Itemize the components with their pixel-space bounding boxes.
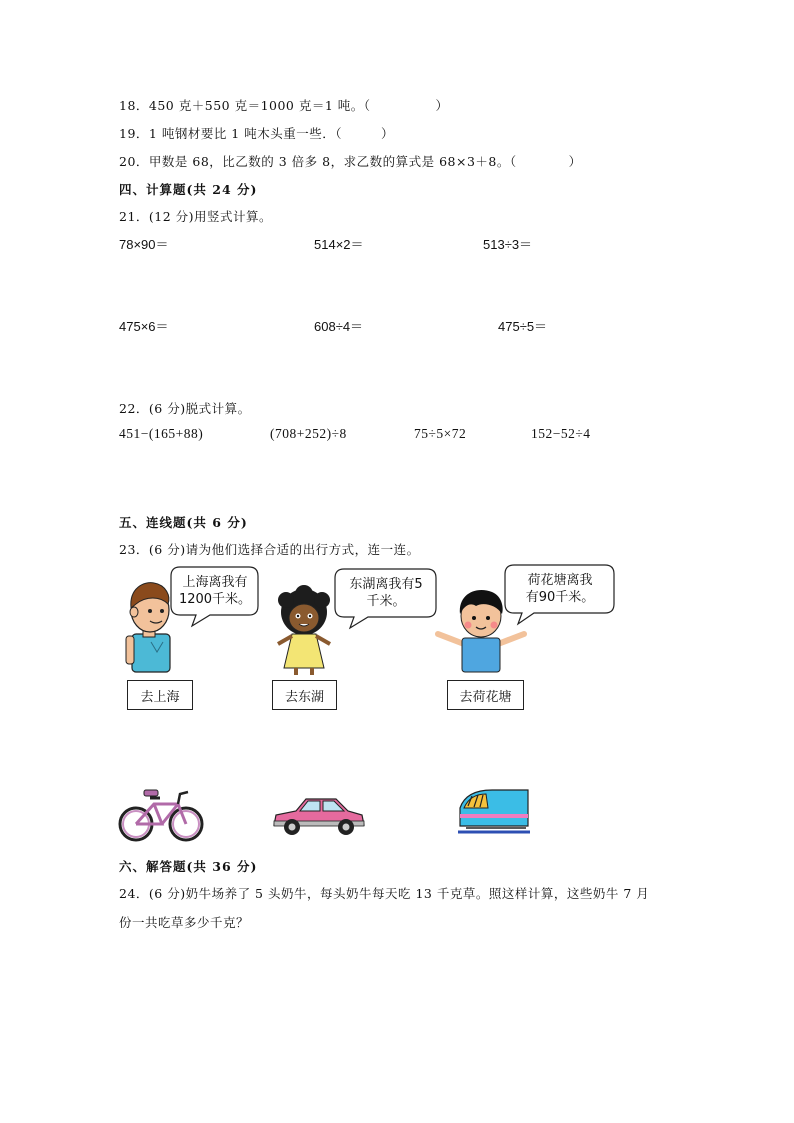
- question-18: 18．450 克＋550 克＝1000 克＝1 吨。（ ）: [119, 98, 449, 113]
- bicycle-icon: [118, 788, 204, 842]
- calc-item: 475×6＝: [119, 319, 169, 334]
- bubble-1-line2: 1200千米。: [178, 592, 252, 607]
- bubble-2-text: [338, 576, 434, 610]
- question-24-line1: 24．(6 分)奶牛场养了 5 头奶牛，每头奶牛每天吃 13 千克草。照这样计算，这些奶牛 7 月: [119, 886, 650, 901]
- bubble-2-line1: 东湖离我有5: [349, 577, 423, 592]
- destination-shanghai-box: 去上海: [127, 680, 193, 710]
- calc-item: 513÷3＝: [483, 237, 533, 252]
- calc-item: 608÷4＝: [314, 319, 364, 334]
- destination-hehuatang-box: 去荷花塘: [447, 680, 524, 710]
- calc-item: 514×2＝: [314, 237, 364, 252]
- car-icon: [270, 795, 366, 839]
- calc-item: 78×90＝: [119, 237, 169, 252]
- expression-item: 152−52÷4: [531, 426, 591, 441]
- destination-donghu-box: 去东湖: [272, 680, 337, 710]
- section-6-heading: 六、解答题(共 36 分): [119, 859, 258, 874]
- bubble-3-line1: 荷花塘离我: [527, 573, 593, 588]
- bubble-1-line1: 上海离我有: [182, 575, 248, 590]
- expression-item: 451−(165+88): [119, 426, 204, 441]
- calc-item: 475÷5＝: [498, 319, 548, 334]
- section-5-heading: 五、连线题(共 6 分): [119, 515, 248, 530]
- bubble-2-line2: 千米。: [366, 594, 406, 609]
- boy-figure-left: [124, 578, 174, 673]
- question-21-prompt: 21．(12 分)用竖式计算。: [119, 209, 273, 224]
- question-22-prompt: 22．(6 分)脱式计算。: [119, 401, 251, 416]
- bubble-1-text: [174, 574, 256, 608]
- expression-item: (708+252)÷8: [270, 426, 347, 441]
- girl-figure: [274, 586, 334, 676]
- bubble-3-text: [508, 572, 612, 606]
- section-4-heading: 四、计算题(共 24 分): [119, 182, 258, 197]
- train-icon: [456, 786, 532, 842]
- question-19: 19．1 吨钢材要比 1 吨木头重一些．（ ）: [119, 126, 394, 141]
- question-24-line2: 份一共吃草多少千克？: [119, 915, 250, 930]
- bubble-3-line2: 有90千米。: [525, 590, 595, 605]
- question-20: 20．甲数是 68，比乙数的 3 倍多 8，求乙数的算式是 68×3＋8。（ ）: [119, 154, 582, 169]
- expression-item: 75÷5×72: [414, 426, 467, 441]
- question-23-prompt: 23．(6 分)请为他们选择合适的出行方式，连一连。: [119, 542, 420, 557]
